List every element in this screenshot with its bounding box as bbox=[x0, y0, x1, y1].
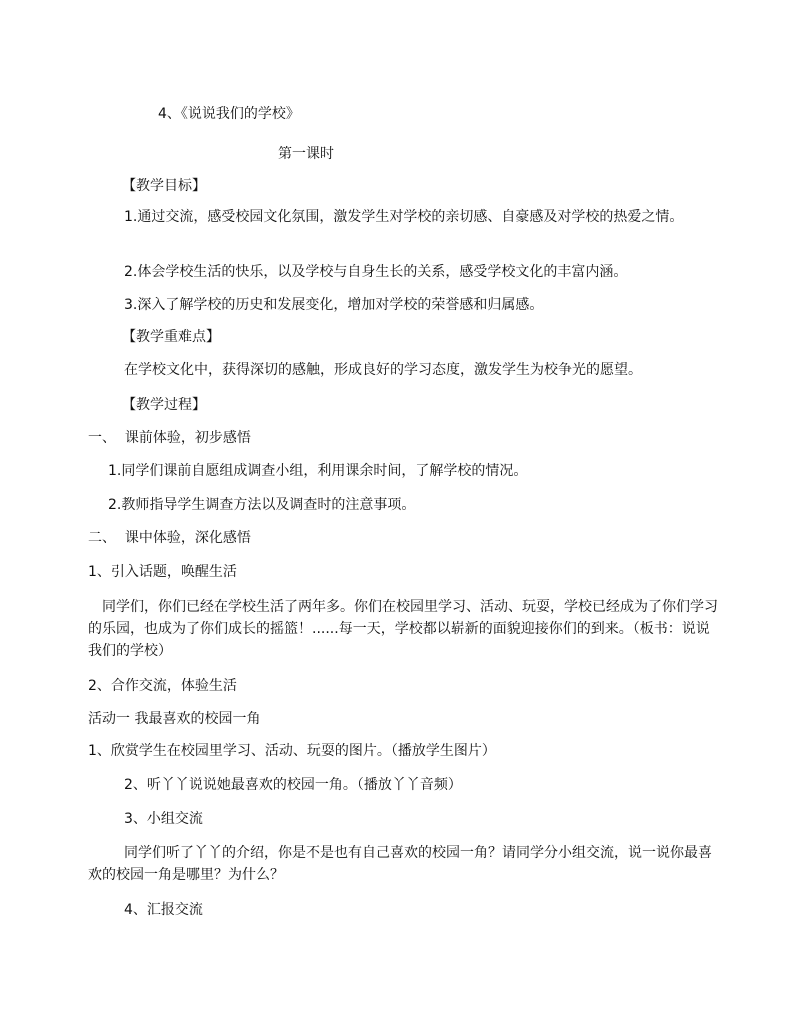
document-title: 4、《说说我们的学校》 bbox=[158, 106, 300, 122]
key-points-heading: 【教学重难点】 bbox=[122, 329, 220, 345]
step-1-text: 同学们，你们已经在学校生活了两年多。你们在校园里学习、活动、玩耍，学校已经成为了你们学习的乐园，也成为了你们成长的摇篮！......每一天，学校都以崭新的面貌迎接你们的到来。（板书：说说我们的学校） bbox=[88, 599, 718, 659]
objective-3: 3.深入了解学校的历史和发展变化，增加对学校的荣誉感和归属感。 bbox=[124, 297, 544, 313]
part-2-heading: 二、 课中体验，深化感悟 bbox=[88, 530, 251, 546]
objective-2: 2.体会学校生活的快乐，以及学校与自身生长的关系，感受学校文化的丰富内涵。 bbox=[124, 264, 628, 280]
key-points-text: 在学校文化中，获得深切的感触，形成良好的学习态度，激发学生为校争光的愿望。 bbox=[124, 362, 642, 378]
activity-1-item-2: 2、听丫丫说说她最喜欢的校园一角。（播放丫丫音频） bbox=[124, 777, 462, 793]
activity-1-item-3: 3、小组交流 bbox=[124, 811, 203, 827]
objective-1: 1.通过交流，感受校园文化氛围，激发学生对学校的亲切感、自豪感及对学校的热爱之情。 bbox=[124, 209, 684, 225]
activity-1-item-3-text: 同学们听了丫丫的介绍，你是不是也有自己喜欢的校园一角？请同学分小组交流，说一说你最喜欢的校园一角是哪里？为什么？ bbox=[88, 845, 712, 883]
activity-1-item-4: 4、汇报交流 bbox=[124, 902, 203, 918]
lesson-subtitle: 第一课时 bbox=[278, 146, 334, 162]
step-2-heading: 2、合作交流，体验生活 bbox=[88, 678, 237, 694]
part-1-heading: 一、 课前体验，初步感悟 bbox=[88, 430, 251, 446]
part-1-item-2: 2.教师指导学生调查方法以及调查时的注意事项。 bbox=[108, 497, 416, 513]
part-1-item-1: 1.同学们课前自愿组成调查小组，利用课余时间，了解学校的情况。 bbox=[108, 463, 528, 479]
activity-1-heading: 活动一 我最喜欢的校园一角 bbox=[88, 711, 261, 727]
process-heading: 【教学过程】 bbox=[122, 397, 206, 413]
objectives-heading: 【教学目标】 bbox=[122, 178, 206, 194]
activity-1-item-1: 1、欣赏学生在校园里学习、活动、玩耍的图片。（播放学生图片） bbox=[88, 743, 496, 759]
step-1-heading: 1、引入话题，唤醒生活 bbox=[88, 564, 237, 580]
